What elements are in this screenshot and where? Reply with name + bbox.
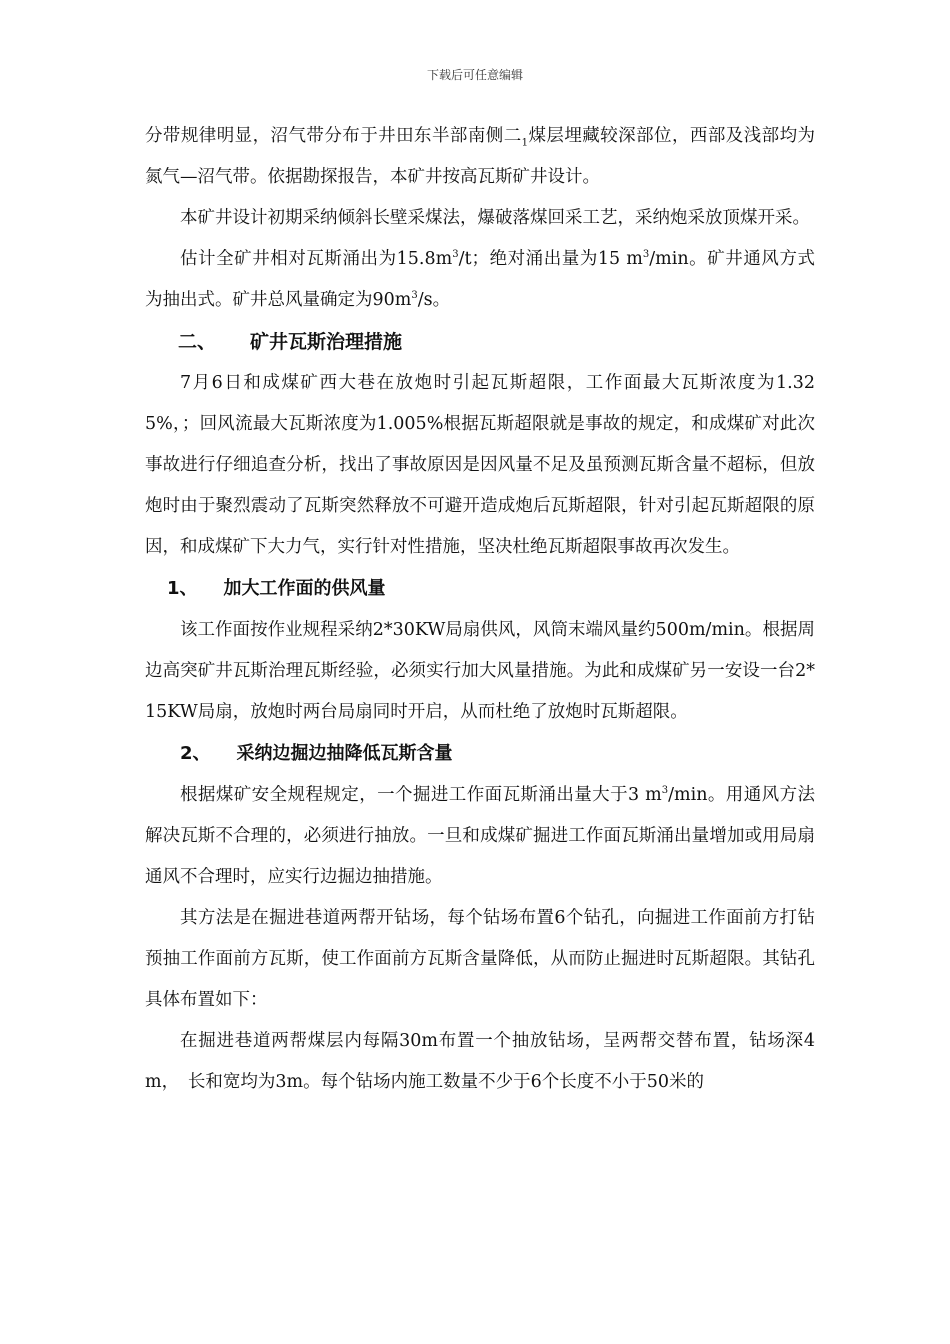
paragraph-4: 7月6日和成煤矿西大巷在放炮时引起瓦斯超限，工作面最大瓦斯浓度为1.325%，；回风流最大瓦斯浓度为1.005%根据瓦斯超限就是事故的规定，和成煤矿对此次事故进行仔细追查分析，找出了事故原因是因风量不足及虽预测瓦斯含量不超标，但放炮时由于聚烈震动了瓦斯突然释放不可避开造成炮后瓦斯超限，针对引起瓦斯超限的原因，和成煤矿下大力气，实行针对性措施，坚决杜绝瓦斯超限事故再次发生。 — [145, 373, 815, 557]
superscript-1: 3 — [452, 249, 459, 261]
paragraph-7: 其方法是在掘进巷道两帮开钻场，每个钻场布置6个钻孔，向掘进工作面前方打钻预抽工作面前方瓦斯，使工作面前方瓦斯含量降低，从而防止掘进时瓦斯超限。其钻孔具体布置如下： — [145, 908, 815, 1010]
paragraph-2: 本矿井设计初期采纳倾斜长壁采煤法，爆破落煤回采工艺，采纳炮采放顶煤开采。 — [180, 208, 810, 228]
section-heading-2-title: 矿井瓦斯治理措施 — [250, 331, 403, 353]
superscript-4: 3 — [661, 785, 669, 797]
subsection-heading-1 — [145, 568, 815, 610]
paragraph-6 — [145, 775, 815, 898]
paragraph-3 — [145, 239, 815, 321]
section-heading-2-number: 二、 — [178, 331, 217, 353]
paragraph-6-text-b: /min。用通风方法解决瓦斯不合理的，必须进行抽放。一旦和成煤矿掘进工作面瓦斯涌出量增加或用局扇通风不合理时，应实行边掘边抽措施。 — [145, 785, 815, 887]
subsection-heading-1-title: 加大工作面的供风量 — [223, 578, 386, 599]
subsection-heading-1-number: 1、 — [167, 578, 198, 599]
paragraph-8: 在掘进巷道两帮煤层内每隔30m布置一个抽放钻场，呈两帮交替布置，钻场深4m， 长和宽均为3m。每个钻场内施工数量不少于6个长度不小于50米的 — [145, 1031, 815, 1092]
page-header: 下载后可任意编辑 — [426, 68, 523, 82]
subsection-heading-2 — [145, 733, 815, 775]
paragraph-3-text-c: /min。矿井通风方式为抽出式。矿井总风量确定为90m — [145, 249, 816, 310]
paragraph-3-text-d: /s。 — [417, 290, 451, 310]
paragraph-3-text-b: /t；绝对涌出量为15 m — [458, 249, 643, 269]
subscript-1: 1 — [521, 137, 529, 149]
paragraph-1-text-b: 煤层埋藏较深部位，西部及浅部均为氮气—沼气带。依据勘探报告，本矿井按高瓦斯矿井设计。 — [145, 126, 816, 187]
subsection-heading-2-title: 采纳边掘边抽降低瓦斯含量 — [236, 743, 453, 764]
section-heading-2 — [145, 321, 815, 363]
subsection-heading-2-number: 2、 — [180, 743, 211, 764]
paragraph-5: 该工作面按作业规程采纳2*30KW局扇供风，风筒末端风量约500m/min。根据周边高突矿井瓦斯治理瓦斯经验，必须实行加大风量措施。为此和成煤矿另一安设一台2*15KW局扇，放炮时两台局扇同时开启，从而杜绝了放炮时瓦斯超限。 — [145, 620, 815, 722]
paragraph-3-text-a: 估计全矿井相对瓦斯涌出为15.8m — [180, 249, 453, 269]
superscript-3: 3 — [411, 290, 418, 302]
superscript-2: 3 — [642, 249, 650, 261]
paragraph-1-text-a: 分带规律明显，沼气带分布于井田东半部南侧二 — [145, 126, 522, 146]
paragraph-1 — [145, 116, 815, 198]
document-body — [145, 116, 815, 1103]
paragraph-6-text-a: 根据煤矿安全规程规定，一个掘进工作面瓦斯涌出量大于3 m — [180, 785, 662, 805]
